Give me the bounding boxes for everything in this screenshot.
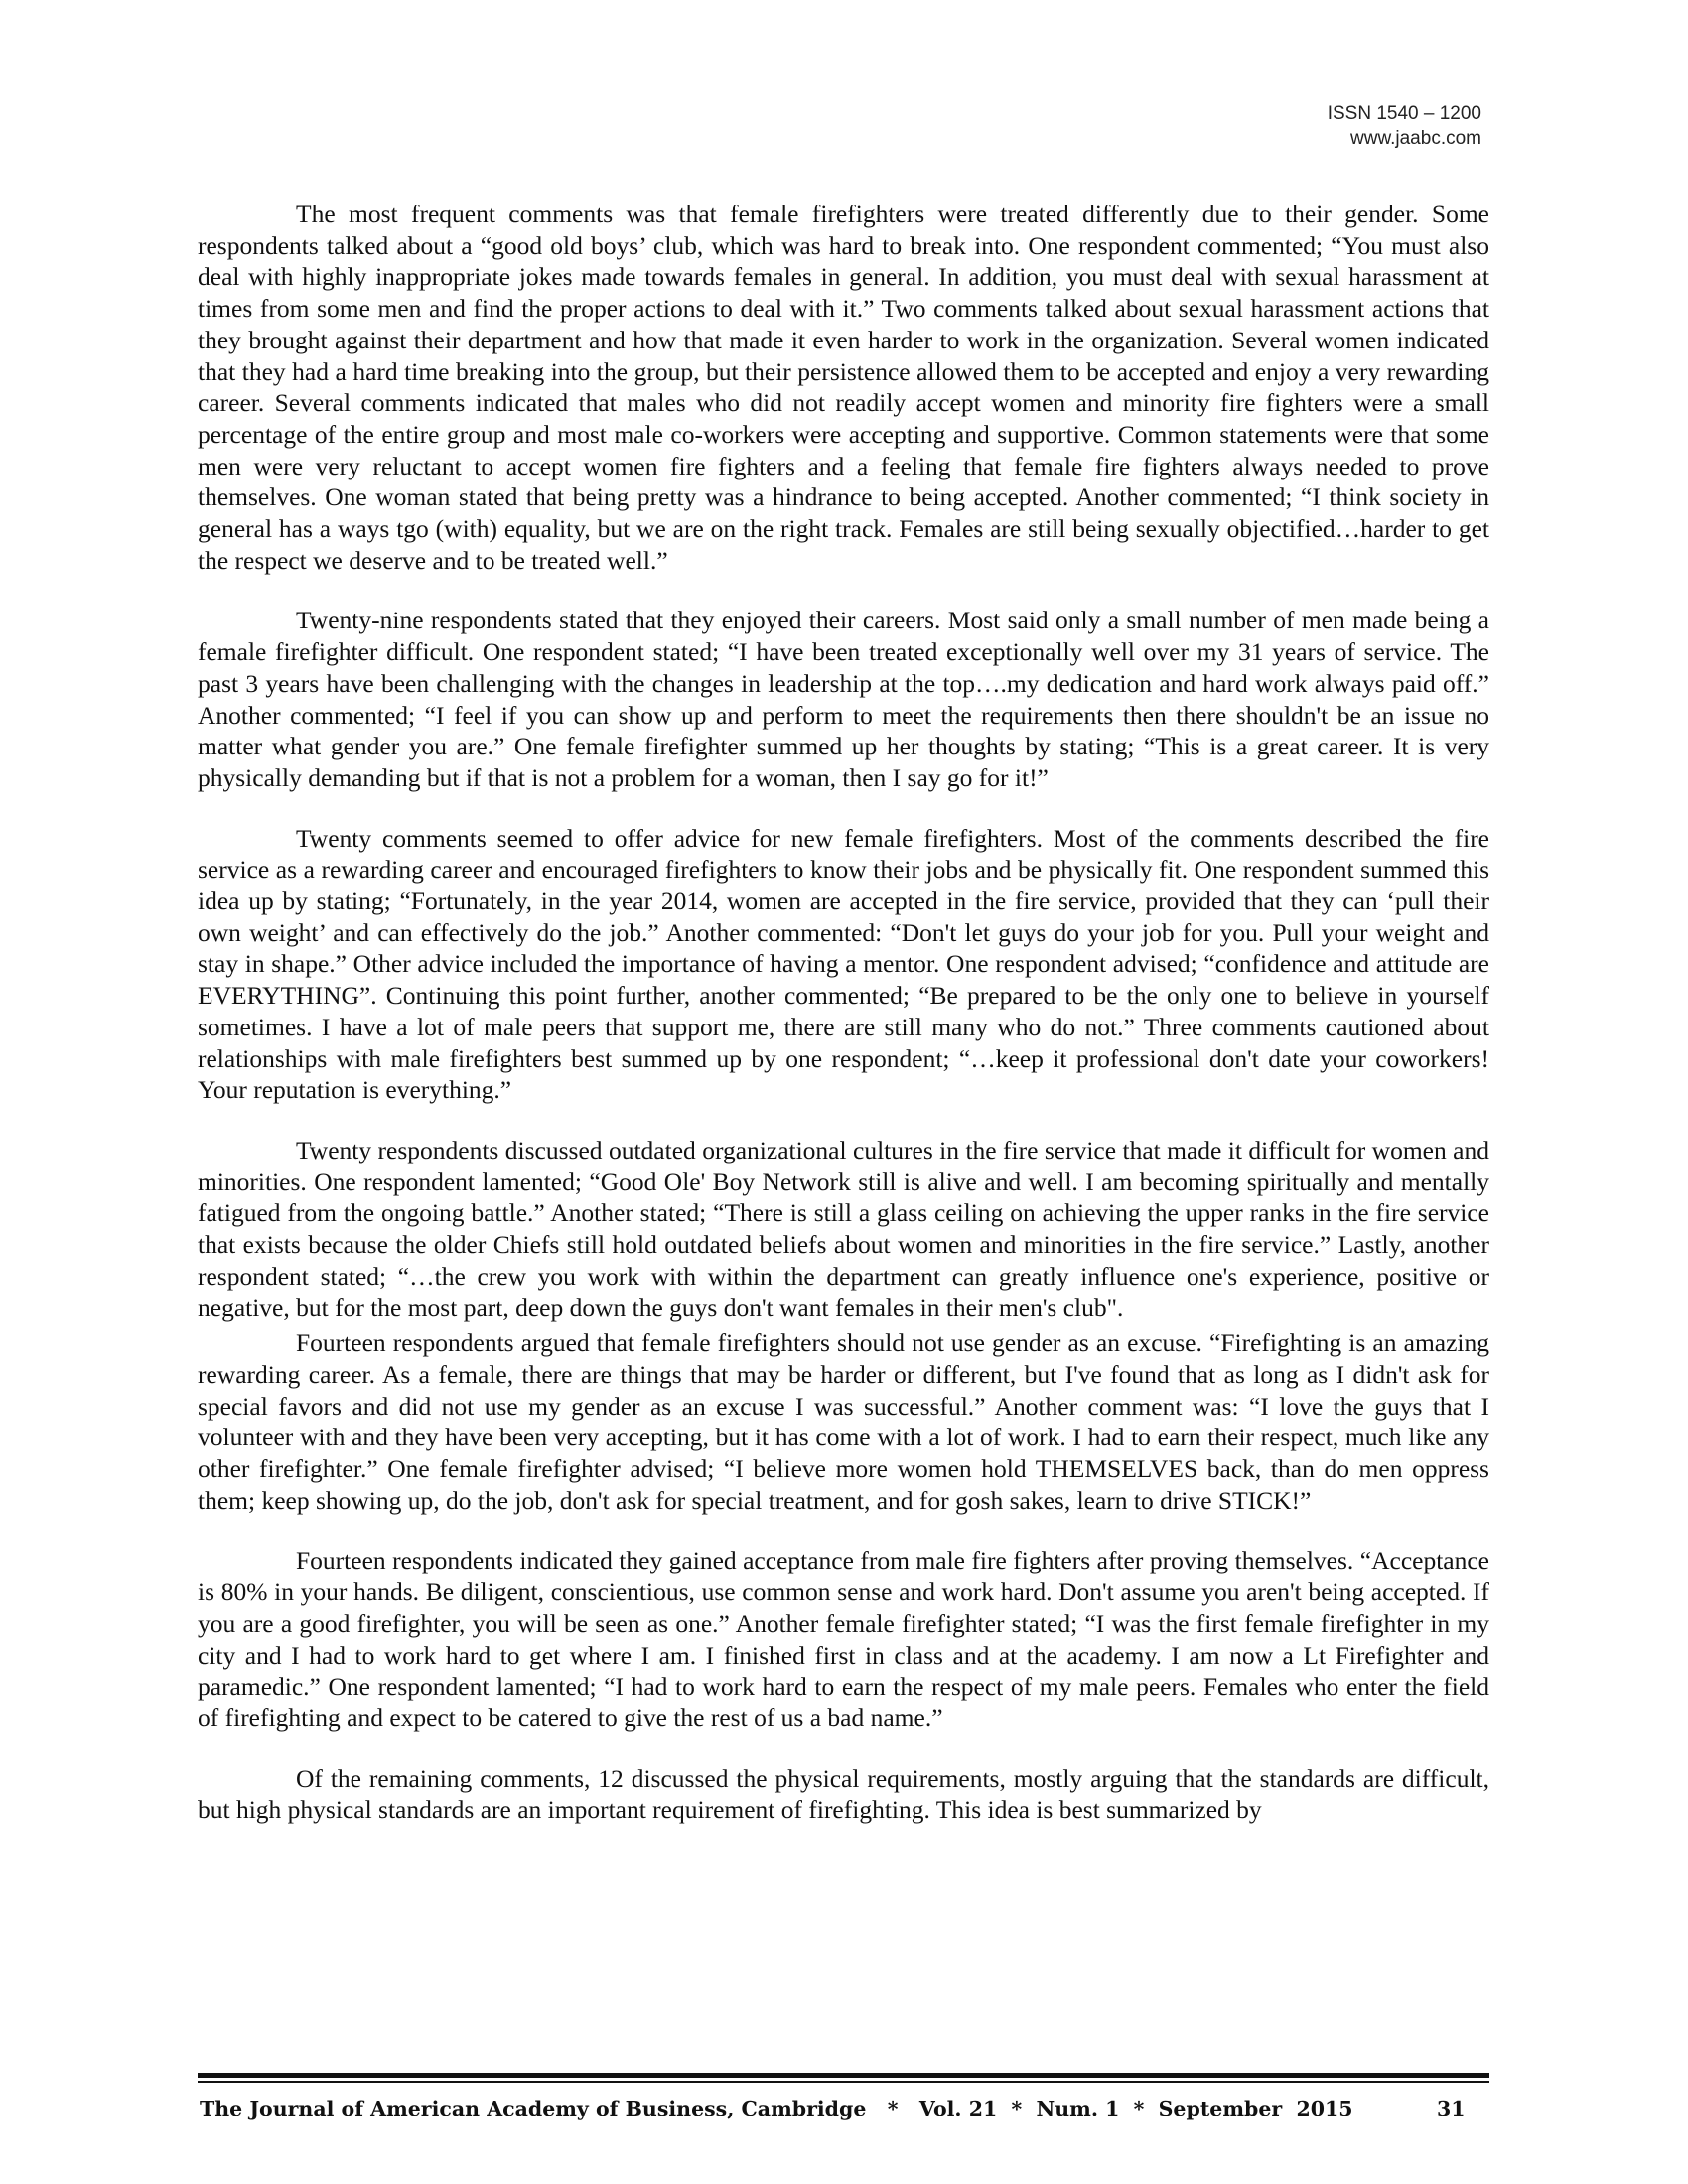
journal-website: www.jaabc.com: [1350, 128, 1481, 149]
footer-rule: [198, 2073, 1489, 2078]
article-body: [198, 199, 1489, 1854]
body-paragraph: Twenty-nine respondents stated that they enjoyed their careers. Most said only a small number of men made being a female firefighter difficult. One respondent stated; “I have been treated exceptionally well over my 31 years of service. The past 3 years have been challenging with the changes in leadership at the top….my dedication and hard work always paid off.” Another commented; “I feel if you can show up and perform to meet the requirements then there shouldn't be an issue no matter what gender you are.” One female firefighter summed up her thoughts by stating; “This is a great career. It is very physically demanding but if that is not a problem for a woman, then I say go for it!”: [198, 606, 1489, 792]
body-paragraph: Twenty comments seemed to offer advice for new female firefighters. Most of the comments described the fire service as a rewarding career and encouraged firefighters to know their jobs and be physically fit. One respondent summed this idea up by stating; “Fortunately, in the year 2014, women are accepted in the fire service, provided that they can ‘pull their own weight’ and can effectively do the job.” Another commented: “Don't let guys do your job for you. Pull your weight and stay in shape.” Other advice included the importance of having a mentor. One respondent advised; “confidence and attitude are EVERYTHING”. Continuing this point further, another commented; “Be prepared to be the only one to believe in yourself sometimes. I have a lot of male peers that support me, there are still many who do not.” Three comments cautioned about relationships with male firefighters best summed up by one respondent; “…keep it professional don't date your coworkers! Your reputation is everything.”: [198, 823, 1489, 1105]
footer-rule-thin: [198, 2081, 1489, 2083]
body-paragraph: Twenty respondents discussed outdated organizational cultures in the fire service that made it difficult for women and minorities. One respondent lamented; “Good Ole' Boy Network still is alive and well. I am becoming spiritually and mentally fatigued from the ongoing battle.” Another stated; “There is still a glass ceiling on achieving the upper ranks in the fire service that exists because the older Chiefs still hold outdated beliefs about women and minorities in the fire service.” Lastly, another respondent stated; “…the crew you work with within the department can greatly influence one's experience, positive or negative, but for the most part, deep down the guys don't want females in their men's club".: [198, 1135, 1489, 1322]
body-paragraph: Fourteen respondents argued that female firefighters should not use gender as an excuse. “Firefighting is an amazing rewarding career. As a female, there are things that may be harder or different, but I've found that as long as I didn't ask for special favors and did not use my gender as an excuse I was successful.” Another comment was: “I love the guys that I volunteer with and they have been very accepting, but it has come with a lot of work. I had to earn their respect, much like any other firefighter.” One female firefighter advised; “I believe more women hold THEMSELVES back, than do men oppress them; keep showing up, do the job, don't ask for special treatment, and for gosh sakes, learn to drive STICK!”: [198, 1328, 1489, 1515]
journal-citation: The Journal of American Academy of Business, Cambridge * Vol. 21 * Num. 1 * September 2015: [200, 2097, 1353, 2120]
page-number: 31: [1437, 2097, 1466, 2120]
issn-label: ISSN 1540 – 1200: [1327, 103, 1481, 124]
body-paragraph: Of the remaining comments, 12 discussed the physical requirements, mostly arguing that the standards are difficult, but high physical standards are an important requirement of firefighting. This idea is best summarized by: [198, 1763, 1489, 1825]
body-paragraph: Fourteen respondents indicated they gained acceptance from male fire fighters after proving themselves. “Acceptance is 80% in your hands. Be diligent, conscientious, use common sense and work hard. Don't assume you aren't being accepted. If you are a good firefighter, you will be seen as one.” Another female firefighter stated; “I was the first female firefighter in my city and I had to work hard to get where I am. I finished first in class and at the academy. I am now a Lt Firefighter and paramedic.” One respondent lamented; “I had to work hard to earn the respect of my male peers. Females who enter the field of firefighting and expect to be catered to give the rest of us a bad name.”: [198, 1546, 1489, 1732]
body-paragraph: The most frequent comments was that female firefighters were treated differently due to their gender. Some respondents talked about a “good old boys’ club, which was hard to break into. One respondent commented; “You must also deal with highly inappropriate jokes made towards females in general. In addition, you must deal with sexual harassment at times from some men and find the proper actions to deal with it.” Two comments talked about sexual harassment actions that they brought against their department and how that made it even harder to work in the organization. Several women indicated that they had a hard time breaking into the group, but their persistence allowed them to be accepted and enjoy a very rewarding career. Several comments indicated that males who did not readily accept women and minority fire fighters were a small percentage of the entire group and most male co-workers were accepting and supportive. Common statements were that some men were very reluctant to accept women fire fighters and a feeling that female fire fighters always needed to prove themselves. One woman stated that being pretty was a hindrance to being accepted. Another commented; “I think society in general has a ways tgo (with) equality, but we are on the right track. Females are still being sexually objectified…harder to get the respect we deserve and to be treated well.”: [198, 200, 1489, 575]
page-header: [1328, 101, 1481, 151]
